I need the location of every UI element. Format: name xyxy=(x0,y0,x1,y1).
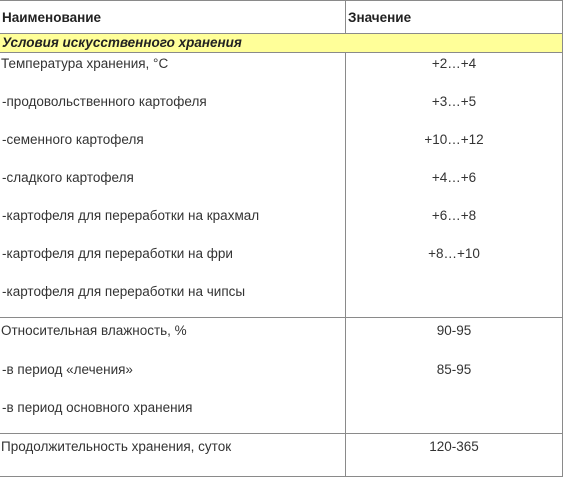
row-name: -картофеля для переработки на чипсы xyxy=(2,284,246,299)
row-value: +10…+12 xyxy=(424,132,484,147)
row-name: -картофеля для переработки на крахмал xyxy=(2,208,260,223)
group-divider xyxy=(0,317,562,318)
row-name: -в период основного хранения xyxy=(2,400,193,415)
row-value: 85-95 xyxy=(436,362,472,377)
row-name: -картофеля для переработки на фри xyxy=(2,246,233,261)
row-value: 90-95 xyxy=(436,323,472,338)
row-name: -в период «лечения» xyxy=(2,362,133,377)
header-name: Наименование xyxy=(2,10,102,25)
row-name: -семенного картофеля xyxy=(2,132,144,147)
row-name: Продолжительность хранения, суток xyxy=(1,439,232,454)
row-value: +2…+4 xyxy=(431,56,477,71)
row-value: 120-365 xyxy=(429,439,479,454)
row-value: +3…+5 xyxy=(431,94,477,109)
row-value: +6…+8 xyxy=(431,208,477,223)
row-name: Температура хранения, °С xyxy=(1,56,169,71)
row-name: -продовольственного картофеля xyxy=(2,94,207,109)
section-row xyxy=(0,34,562,53)
row-name: -сладкого картофеля xyxy=(2,170,134,185)
group-divider xyxy=(0,433,562,434)
row-name: Относительная влажность, % xyxy=(1,323,187,338)
column-divider xyxy=(345,1,346,477)
row-value: +4…+6 xyxy=(431,170,477,185)
row-value: +8…+10 xyxy=(428,246,480,261)
section-title: Условия искусственного хранения xyxy=(2,35,242,50)
header-value: Значение xyxy=(348,10,412,25)
